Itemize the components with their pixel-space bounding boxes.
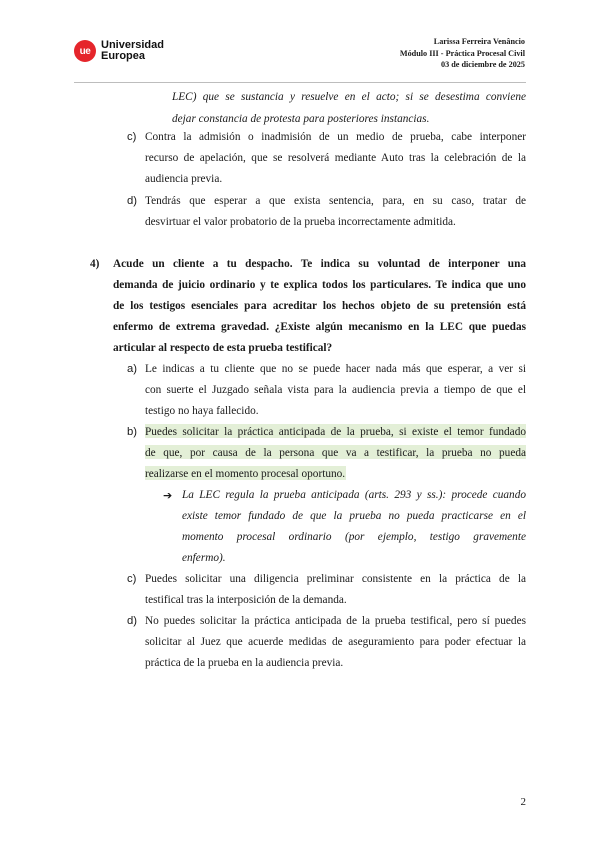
option-c-line: testifical tras la interposición de la demanda. [145, 594, 347, 606]
header-date: 03 de diciembre de 2025 [441, 60, 525, 69]
note-line: La LEC regula la prueba anticipada (arts. 293 y ss.): procede cuando [182, 489, 526, 501]
option-a-line: con suerte el Juzgado señala vista para la audiencia previa a tiempo de que el [145, 384, 526, 396]
option-b-line-highlighted: realizarse en el momento procesal oportuno. [145, 468, 346, 480]
prev-option-d-line: desvirtuar el valor probatorio de la prueba incorrectamente admitida. [145, 216, 456, 228]
continuation-line: dejar constancia de protesta para posteriores instancias. [172, 113, 430, 125]
ue-logo-icon: ue [74, 40, 96, 62]
question-line: enfermo de extrema gravedad. ¿Existe algún mecanismo en la LEC que puedas [113, 321, 526, 333]
header-author: Larissa Ferreira Venâncio [433, 37, 525, 46]
option-d-line: práctica de la prueba en la audiencia previa. [145, 657, 344, 669]
option-marker-b: b) [127, 426, 138, 438]
note-line: enfermo). [182, 552, 226, 564]
question-line: demanda de juicio ordinario y te explica todos los particulares. Te indica que uno [113, 279, 526, 291]
prev-option-d-line: Tendrás que esperar a que exista sentencia, para, en su caso, tratar de [145, 195, 526, 207]
question-line: articular al respecto de esta prueba testifical? [113, 342, 333, 354]
option-d-line: No puedes solicitar la práctica anticipada de la prueba testifical, pero sí puedes [145, 615, 526, 627]
option-d-line: solicitar al Juez que acuerde medidas de aseguramiento para poder efectuar la [145, 636, 526, 648]
option-marker-c-prev: c) [127, 131, 137, 143]
note-line: existe temor fundado de que la prueba no pueda practicarse en el [182, 510, 526, 522]
continuation-line: LEC) que se sustancia y resuelve en el acto; si se desestima conviene [172, 91, 526, 103]
page-number: 2 [520, 796, 526, 808]
option-a-line: testigo no haya fallecido. [145, 405, 259, 417]
prev-option-c-line: audiencia previa. [145, 173, 223, 185]
question-line: Acude un cliente a tu despacho. Te indica su voluntad de interponer una [113, 258, 526, 270]
header-module: Módulo III - Práctica Procesal Civil [399, 48, 525, 58]
option-marker-c: c) [127, 573, 137, 585]
logo-line-1: Universidad [101, 39, 164, 51]
option-b-line-highlighted: de que, por causa de la persona que va a testificar, la prueba no pueda [145, 447, 526, 459]
university-logo [74, 40, 164, 62]
option-marker-a: a) [127, 363, 138, 375]
option-marker-d-prev: d) [127, 195, 138, 207]
logo-line-2: Europea [101, 50, 146, 62]
option-c-line: Puedes solicitar una diligencia preliminar consistente en la práctica de la [145, 573, 526, 585]
question-line: de los testigos esenciales para acreditar los hechos objeto de su pretensión está [113, 300, 526, 312]
question-number: 4) [90, 258, 100, 270]
option-b-line-highlighted: Puedes solicitar la práctica anticipada de la prueba, si existe el temor fundado [145, 426, 526, 438]
arrow-right-icon: ➔ [163, 489, 173, 502]
note-line: momento procesal ordinario (por ejemplo, testigo gravemente [182, 531, 526, 543]
header-divider [74, 82, 526, 83]
prev-option-c-line: Contra la admisión o inadmisión de un medio de prueba, cabe interponer [145, 131, 526, 143]
logo-wordmark [101, 40, 164, 62]
prev-option-c-line: recurso de apelación, que se resolverá mediante Auto tras la celebración de la [145, 152, 526, 164]
header-info [400, 36, 525, 71]
option-a-line: Le indicas a tu cliente que no se puede hacer nada más que esperar, a ver si [145, 363, 526, 375]
option-marker-d: d) [127, 615, 138, 627]
